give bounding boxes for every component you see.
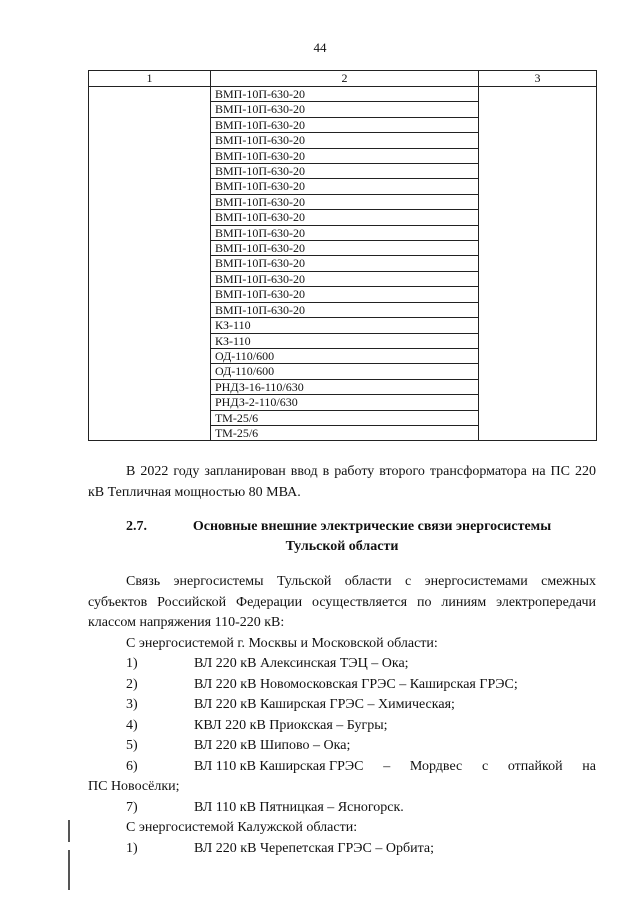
list-item-text: ВЛ 220 кВ Каширская ГРЭС – Химическая;: [194, 697, 455, 712]
list-item-6: [88, 757, 596, 778]
list-item-number: 2): [126, 676, 138, 692]
list-item-number: 3): [126, 697, 138, 712]
paragraph-connections: Связь энергосистемы Тульской области с энергосистемами смежных субъектов Российской Федерации осуществляется по линиям электропередачи классом напряжения 110-220 кВ:: [88, 574, 596, 630]
list-item-number: 5): [126, 738, 138, 753]
list-item-6-continuation: ПС Новосёлки;: [88, 779, 180, 794]
table-cell-col-2: ВМП-10П-630-20: [211, 241, 479, 256]
list-item-number: 6): [126, 758, 138, 774]
paragraph-text: В 2022 году запланирован ввод в работу второго трансформатора на ПС 220 кВ Тепличная мощностью 80 МВА.: [88, 464, 596, 500]
word: на: [582, 758, 596, 774]
table-cell-col-2: КЗ-110: [211, 333, 479, 348]
list-item-text: ВЛ 220 кВ Алексинская ТЭЦ – Ока;: [194, 656, 409, 671]
table-cell-col-2: ВМП-10П-630-20: [211, 87, 479, 102]
word: отпайкой: [507, 758, 563, 774]
list-item: [88, 654, 596, 675]
table-cell-col-2: ВМП-10П-630-20: [211, 302, 479, 317]
table-cell-col-2: ВМП-10П-630-20: [211, 148, 479, 163]
list-item-text: ВЛ 220 кВ Шипово – Ока;: [194, 738, 351, 753]
table-cell-col-2: РНДЗ-2-110/630: [211, 395, 479, 410]
table-cell-col-2: ОД-110/600: [211, 364, 479, 379]
word: Мордвес: [409, 758, 463, 774]
table-cell-col-2: ВМП-10П-630-20: [211, 179, 479, 194]
list-item-number: 7): [126, 799, 138, 815]
word: с: [481, 758, 489, 774]
list-moscow: [88, 654, 596, 757]
list-item-number: 1): [126, 656, 138, 671]
table-cell-col-3: [479, 87, 597, 441]
table-cell-col-2: ВМП-10П-630-20: [211, 287, 479, 302]
list-item-text: ВЛ 110 кВ Пятницкая – Ясногорск.: [194, 799, 404, 815]
body-text: [88, 572, 596, 859]
table-row: [89, 87, 597, 102]
word: –: [383, 758, 391, 774]
table-header-col-1: 1: [89, 71, 211, 87]
section-title-line-2: Тульской области: [285, 539, 399, 554]
section-title-line-1: Основные внешние электрические связи энергосистемы: [192, 519, 552, 534]
table-cell-col-1: [89, 87, 211, 441]
table-cell-col-2: ВМП-10П-630-20: [211, 194, 479, 209]
list-item-text: ВЛ 220 кВ Черепетская ГРЭС – Орбита;: [194, 840, 434, 856]
table-cell-col-2: ВМП-10П-630-20: [211, 102, 479, 117]
table-cell-col-2: РНДЗ-16-110/630: [211, 379, 479, 394]
scan-artifact-mark: [68, 850, 70, 890]
table-cell-col-2: ВМП-10П-630-20: [211, 133, 479, 148]
list-item-7: [88, 798, 596, 819]
group-moscow-label: С энергосистемой г. Москвы и Московской области:: [126, 635, 438, 651]
section-heading: [88, 517, 596, 557]
list-item-text: [194, 757, 596, 778]
table-cell-col-2: ВМП-10П-630-20: [211, 225, 479, 240]
table-header-row: [89, 71, 597, 87]
table-cell-col-2: ТМ-25/6: [211, 410, 479, 425]
table-header-col-2: 2: [211, 71, 479, 87]
scan-artifact-mark: [68, 820, 70, 842]
list-kaluga: [88, 839, 596, 860]
list-item-text: КВЛ 220 кВ Приокская – Бугры;: [194, 717, 388, 733]
table-cell-col-2: ТМ-25/6: [211, 425, 479, 440]
list-item: [88, 695, 596, 716]
group-kaluga-label: С энергосистемой Калужской области:: [126, 820, 358, 835]
paragraph-transformer: [88, 462, 596, 503]
table-cell-col-2: ВМП-10П-630-20: [211, 210, 479, 225]
list-item: [88, 675, 596, 696]
table-cell-col-2: ВМП-10П-630-20: [211, 271, 479, 286]
list-item-text: ВЛ 220 кВ Новомосковская ГРЭС – Каширская ГРЭС;: [194, 676, 518, 692]
section-number: 2.7.: [126, 519, 147, 534]
list-item: [88, 736, 596, 757]
table-cell-col-2: ВМП-10П-630-20: [211, 164, 479, 179]
page-number: 44: [313, 40, 327, 55]
table-header-col-3: 3: [479, 71, 597, 87]
equipment-table: [88, 70, 597, 441]
list-item-number: 1): [126, 840, 138, 856]
table-cell-col-2: ОД-110/600: [211, 348, 479, 363]
table-cell-col-2: КЗ-110: [211, 318, 479, 333]
word: ВЛ 110 кВ Каширская ГРЭС: [194, 758, 364, 774]
table-cell-col-2: ВМП-10П-630-20: [211, 117, 479, 132]
list-item-number: 4): [126, 717, 138, 733]
list-item: [88, 716, 596, 737]
list-item: [88, 839, 596, 860]
table-cell-col-2: ВМП-10П-630-20: [211, 256, 479, 271]
